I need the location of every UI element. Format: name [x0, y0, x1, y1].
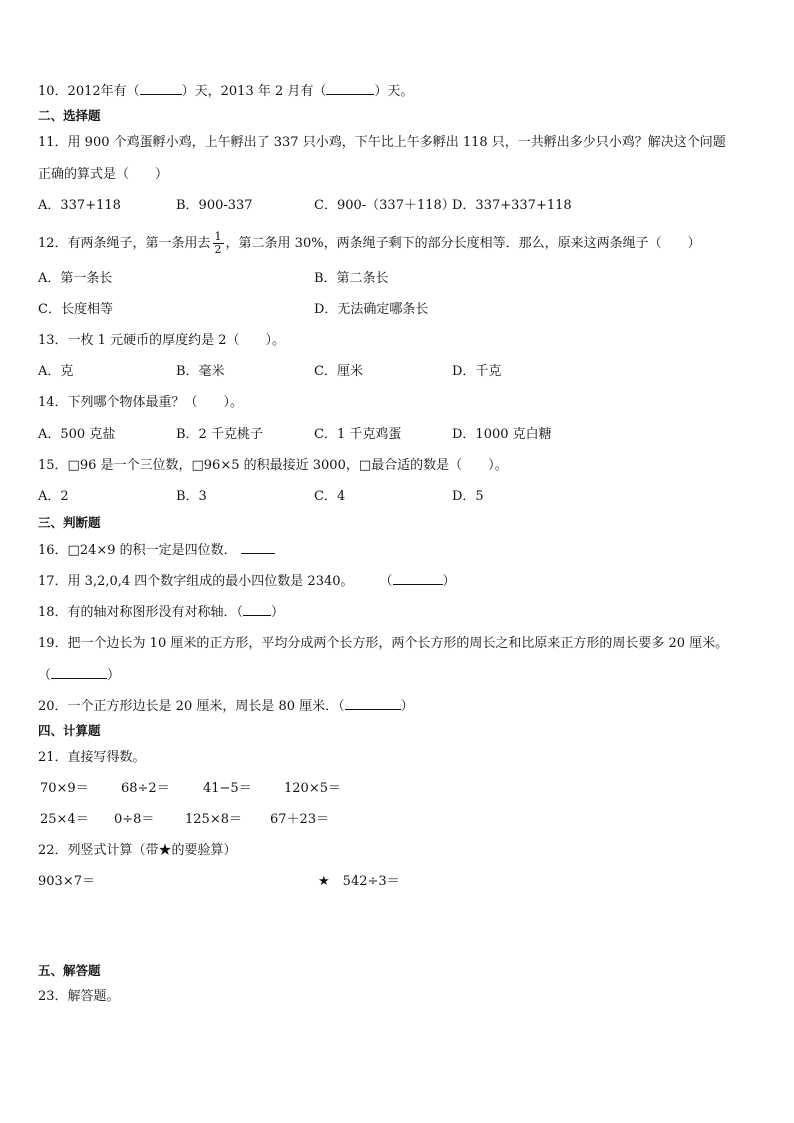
- star-icon: ★: [318, 874, 330, 889]
- answer-blank[interactable]: [51, 666, 107, 679]
- option-c[interactable]: C．厘米: [314, 364, 363, 379]
- answer-blank[interactable]: [243, 603, 271, 616]
- question-13: 13．一枚 1 元硬币的厚度约是 2（ ）。: [38, 333, 285, 348]
- calc-item: 68÷2＝: [121, 781, 170, 796]
- option-c[interactable]: C．900-（337＋118）: [314, 198, 455, 213]
- question-17: 17．用 3,2,0,4 四个数字组成的最小四位数是 2340。 （ ）: [38, 574, 456, 589]
- answer-blank[interactable]: [326, 82, 374, 95]
- question-19: 19．把一个边长为 10 厘米的正方形，平均分成两个长方形，两个长方形的周长之和比原来正方形的周长要多 20 厘米。: [38, 636, 729, 651]
- question-23: 23．解答题。: [38, 989, 120, 1004]
- calc-item: 120×5＝: [284, 781, 341, 796]
- option-b[interactable]: B．2 千克桃子: [176, 427, 263, 442]
- question-11-line2: 正确的算式是（ ）: [38, 167, 169, 182]
- section-heading-calculation: 四、计算题: [38, 723, 101, 738]
- option-c[interactable]: C．长度相等: [38, 302, 113, 317]
- section-heading-answer: 五、解答题: [38, 963, 101, 978]
- question-10: 10．2012年有（ ）天，2013 年 2 月有（ ）天。: [38, 84, 414, 99]
- answer-blank[interactable]: [140, 82, 182, 95]
- option-a[interactable]: A．克: [38, 364, 74, 379]
- section-heading-choice: 二、选择题: [38, 108, 101, 123]
- option-b[interactable]: B．第二条长: [314, 271, 389, 286]
- question-19-line2: （ ）: [38, 668, 121, 683]
- calc-item: 0÷8＝: [114, 812, 155, 827]
- option-d[interactable]: D．千克: [452, 364, 502, 379]
- question-22: 22．列竖式计算（带★的要验算）: [38, 843, 237, 858]
- option-c[interactable]: C．4: [314, 489, 346, 504]
- option-b[interactable]: B．毫米: [176, 364, 225, 379]
- option-d[interactable]: D．1000 克白糖: [452, 427, 552, 442]
- question-14: 14．下列哪个物体最重？（ ）。: [38, 395, 244, 410]
- option-a[interactable]: A．337+118: [38, 198, 121, 213]
- calc-item: 67＋23＝: [270, 812, 330, 827]
- vertical-calc-right: ★ 542÷3＝: [318, 874, 400, 889]
- section-heading-judgment: 三、判断题: [38, 515, 101, 530]
- calc-item: 125×8＝: [185, 812, 242, 827]
- vertical-calc-left: 903×7＝: [38, 874, 95, 889]
- question-20: 20．一个正方形边长是 20 厘米，周长是 80 厘米．（ ）: [38, 699, 414, 714]
- question-12: 12．有两条绳子，第一条用去 $\frac{1}{2}$ ，第二条用 30%，两条绳子剩下的部分长度相等．那么，原来这两条绳子（ ）: [38, 230, 701, 256]
- option-a[interactable]: A．第一条长: [38, 271, 113, 286]
- answer-blank[interactable]: [345, 697, 401, 710]
- question-21: 21．直接写得数。: [38, 750, 146, 765]
- option-a[interactable]: A．2: [38, 489, 69, 504]
- calc-item: 41−5＝: [203, 781, 252, 796]
- option-d[interactable]: D．无法确定哪条长: [314, 302, 429, 317]
- option-a[interactable]: A．500 克盐: [38, 427, 116, 442]
- question-11: 11．用 900 个鸡蛋孵小鸡，上午孵出了 337 只小鸡，下午比上午多孵出 118 只，一共孵出多少只小鸡？解决这个问题: [38, 135, 726, 150]
- calc-item: 70×9＝: [40, 781, 89, 796]
- option-b[interactable]: B．900-337: [176, 198, 253, 213]
- answer-blank[interactable]: [241, 541, 275, 554]
- fraction-one-half: $\frac{1}{2}$: [214, 230, 222, 256]
- option-d[interactable]: D．5: [452, 489, 484, 504]
- question-18: 18．有的轴对称图形没有对称轴．（ ）: [38, 605, 285, 620]
- calc-item: 25×4＝: [40, 812, 89, 827]
- option-b[interactable]: B．3: [176, 489, 207, 504]
- question-15: 15．□96 是一个三位数，□96×5 的积最接近 3000，□最合适的数是（ ）。: [38, 458, 508, 473]
- question-16: 16．□24×9 的积一定是四位数．: [38, 541, 275, 560]
- option-d[interactable]: D．337+337+118: [452, 198, 572, 213]
- option-c[interactable]: C．1 千克鸡蛋: [314, 427, 402, 442]
- answer-blank[interactable]: [393, 572, 443, 585]
